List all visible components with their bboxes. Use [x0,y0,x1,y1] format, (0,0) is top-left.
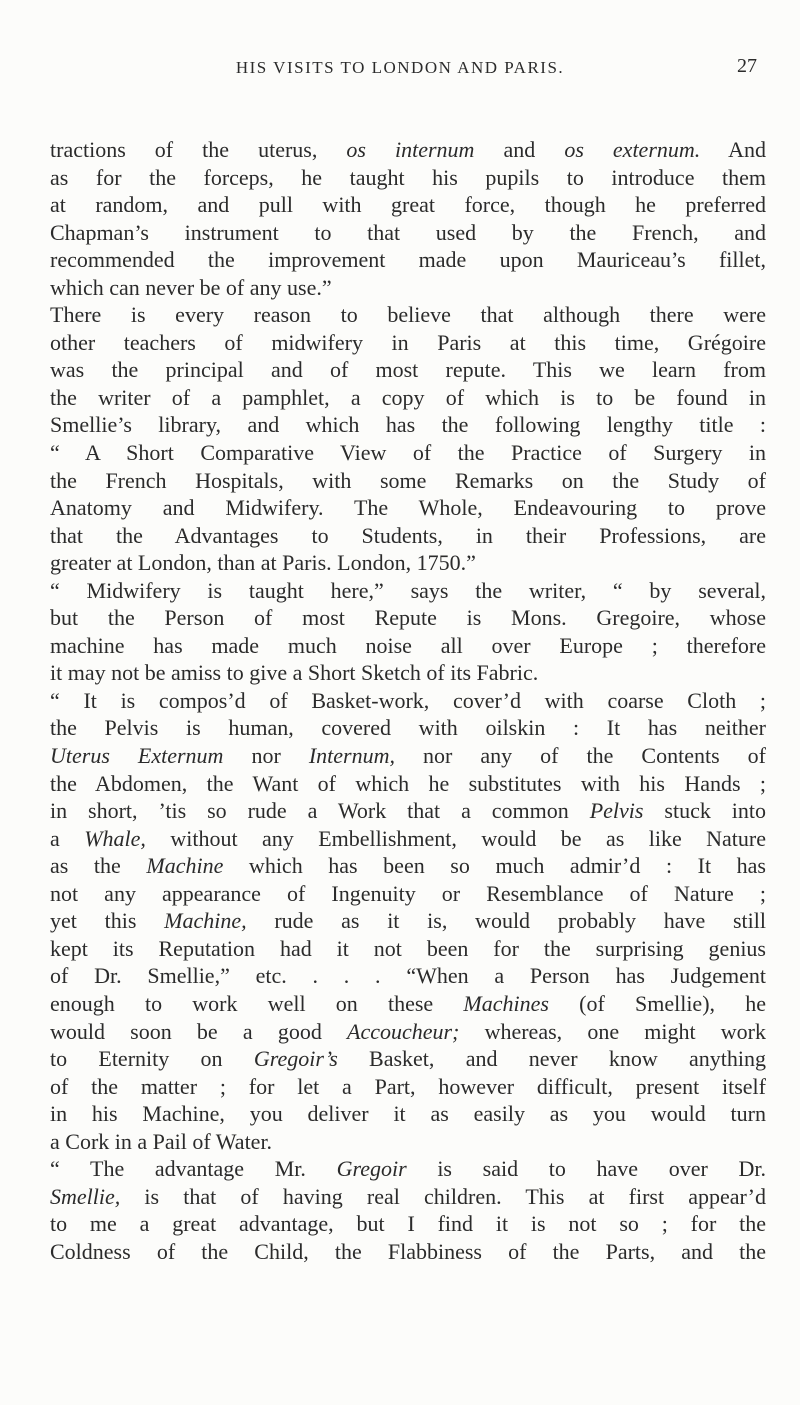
text-line [50,439,766,467]
text-segment: is that of having real children. This at first appear’d [120,1183,766,1209]
text-segment: and [474,137,565,162]
text-segment: enough to work well on these [50,990,464,1016]
text-segment: but the Person of most Repute is Mons. Gregoire, whose [50,605,766,631]
italic-text: Internum, [308,743,395,769]
text-line [50,467,766,495]
text-segment: “ It is compos’d of Basket-work, cover’d with coarse Cloth ; [50,687,766,713]
text-segment: kept its Reputation had it not been for the surprising genius [50,935,766,961]
text-segment: There is every reason to believe that although there were [50,302,766,328]
text-line [50,136,766,164]
text-segment: Anatomy and Midwifery. The Whole, Endeavouring to prove [50,495,766,521]
italic-text: Machine [146,853,224,879]
text-line [50,1045,766,1073]
page-number: 27 [737,55,757,77]
running-header: HIS VISITS TO LONDON AND PARIS. [235,58,565,77]
text-line [50,246,766,274]
text-segment: a [50,825,85,851]
text-segment: greater at London, than at Paris. London, 1750.” [50,550,476,576]
italic-text: Pelvis [589,798,644,824]
text-line [50,549,766,577]
text-line [50,274,766,302]
text-line [50,852,766,880]
text-line [50,770,766,798]
italic-text: os internum [346,137,475,162]
text-segment: whereas, one might work [459,1018,766,1044]
text-line [50,577,766,605]
text-line [50,935,766,963]
text-segment: is said to have over Dr. [406,1156,766,1182]
text-line [50,604,766,632]
text-segment: to Eternity on [50,1046,254,1072]
body-text [50,136,766,1265]
italic-text: Accoucheur; [347,1018,460,1044]
text-line [50,990,766,1018]
text-line [50,1155,766,1183]
text-line [50,356,766,384]
text-segment: nor [223,743,309,769]
text-line [50,1210,766,1238]
text-line [50,522,766,550]
text-line [50,1183,766,1211]
text-segment: which can never be of any use.” [50,274,332,300]
text-segment: as for the forceps, he taught his pupils to introduce them [50,164,766,190]
text-segment: rude as it is, would probably have still [246,908,766,934]
text-line [50,384,766,412]
text-line [50,301,766,329]
text-segment: would soon be a good [50,1018,347,1044]
text-line [50,164,766,192]
italic-text: Smellie, [50,1183,121,1209]
text-segment: in short, ’tis so rude a Work that a common [50,798,590,824]
text-segment: a Cork in a Pail of Water. [50,1128,273,1154]
text-segment: machine has made much noise all over Europe ; therefore [50,632,766,658]
text-segment: Chapman’s instrument to that used by the French, and [50,219,766,245]
text-line [50,329,766,357]
text-line [50,1238,766,1266]
text-line [50,659,766,687]
text-segment: Coldness of the Child, the Flabbiness of the Parts, and the [50,1238,766,1264]
italic-text: Gregoir’s [253,1046,338,1072]
text-line [50,797,766,825]
text-line [50,742,766,770]
text-line [50,1018,766,1046]
text-line [50,1128,766,1156]
italic-text: Uterus Externum [50,743,224,769]
text-segment: it may not be amiss to give a Short Sketch of its Fabric. [50,660,539,686]
text-segment: which has been so much admir’d : It has [223,853,766,879]
text-segment: Basket, and never know anything [337,1046,767,1072]
text-segment: the Abdomen, the Want of which he substitutes with his Hands ; [50,770,766,796]
text-line [50,494,766,522]
italic-text: Whale, [84,825,146,851]
text-segment: yet this [50,908,165,934]
text-segment: not any appearance of Ingenuity or Resemblance of Nature ; [50,880,766,906]
text-line [50,825,766,853]
text-line [50,1073,766,1101]
text-segment: the writer of a pamphlet, a copy of which is to be found in [50,384,766,410]
text-segment: to me a great advantage, but I find it is not so ; for the [50,1211,766,1237]
text-line [50,880,766,908]
text-segment: Smellie’s library, and which has the following lengthy title : [50,412,766,438]
text-line [50,219,766,247]
text-segment: of Dr. Smellie,” etc. . . . “When a Person has Judgement [50,963,766,989]
text-line [50,411,766,439]
text-segment: without any Embellishment, would be as like Nature [145,825,766,851]
text-segment: tractions of the uterus, [50,137,347,162]
italic-text: Gregoir [336,1156,407,1182]
text-segment: the Pelvis is human, covered with oilskin : It has neither [50,715,766,741]
text-segment: that the Advantages to Students, in their Professions, are [50,522,766,548]
text-line [50,714,766,742]
text-segment: “ Midwifery is taught here,” says the writer, “ by several, [50,577,766,603]
text-line [50,1100,766,1128]
text-segment: other teachers of midwifery in Paris at this time, Grégoire [50,329,766,355]
italic-text: Machine, [164,908,247,934]
text-segment: at random, and pull with great force, though he preferred [50,192,766,218]
text-segment: “ A Short Comparative View of the Practice of Surgery in [50,440,766,466]
italic-text: os externum. [564,137,701,162]
text-line [50,687,766,715]
text-segment: of the matter ; for let a Part, however difficult, present itself [50,1073,766,1099]
text-segment: the French Hospitals, with some Remarks on the Study of [50,467,766,493]
text-segment: was the principal and of most repute. This we learn from [50,357,766,383]
text-segment: stuck into [643,798,766,824]
text-segment: recommended the improvement made upon Mauriceau’s fillet, [50,247,766,273]
text-line [50,962,766,990]
text-line [50,191,766,219]
text-line [50,907,766,935]
text-segment: “ The advantage Mr. [50,1156,337,1182]
italic-text: Machines [463,990,549,1016]
text-segment: in his Machine, you deliver it as easily as you would turn [50,1101,766,1127]
text-segment: as the [50,853,147,879]
text-segment: nor any of the Contents of [395,743,767,769]
text-segment: (of Smellie), he [548,990,766,1016]
text-segment: And [700,137,766,162]
text-line [50,632,766,660]
